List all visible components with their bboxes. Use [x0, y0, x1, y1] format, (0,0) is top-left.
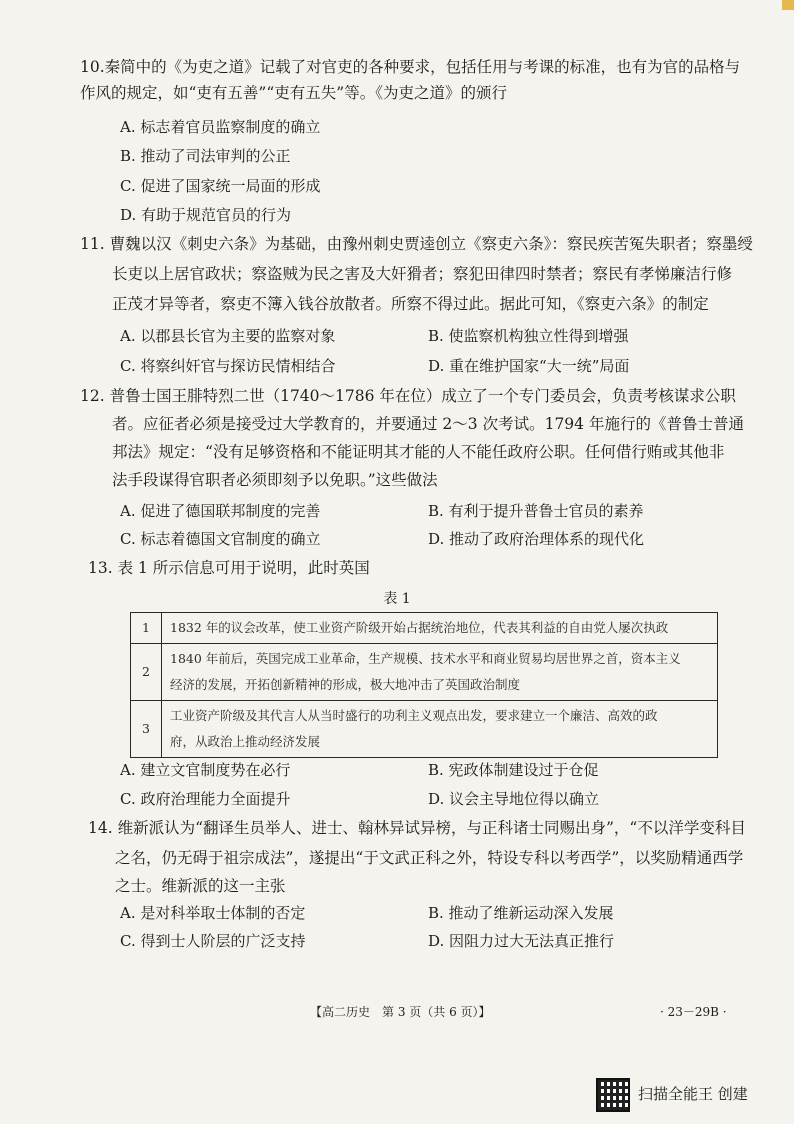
q13-option-b: B. 宪政体制建设过于仓促 — [428, 761, 599, 779]
scanner-watermark: 扫描全能王 创建 — [638, 1085, 748, 1103]
history-table — [130, 612, 718, 758]
q11-stem-line: 正茂才异等者，察吏不簿入钱谷放散者。所察不得过此。据此可知，《察吏六条》的制定 — [112, 295, 709, 313]
q13-option-d: D. 议会主导地位得以确立 — [428, 790, 600, 808]
q10-option-b: B. 推动了司法审判的公正 — [120, 147, 291, 165]
table-text-line: 府，从政治上推动经济发展 — [170, 734, 321, 749]
q12-option-b: B. 有利于提升普鲁士官员的素养 — [428, 502, 644, 520]
q12-stem-line: 12. 普鲁士国王腓特烈二世（1740～1786 年在位）成立了一个专门委员会，负责考核谋求公职 — [80, 387, 736, 405]
q14-option-d: D. 因阻力过大无法真正推行 — [428, 932, 615, 950]
q13-option-a: A. 建立文官制度势在必行 — [120, 761, 291, 779]
q11-option-d: D. 重在维护国家“大一统”局面 — [428, 357, 630, 375]
q11-stem-line: 11. 曹魏以汉《刺史六条》为基础，由豫州刺史贾逵创立《察吏六条》：察民疾苦冤失职者；察墨绶 — [80, 235, 753, 253]
exam-code: · 23－29B · — [660, 1005, 727, 1019]
q12-option-a: A. 促进了德国联邦制度的完善 — [120, 502, 321, 520]
q11-stem-line: 长吏以上居官政状；察盗贼为民之害及大奸猾者；察犯田律四时禁者；察民有孝悌廉洁行修 — [112, 265, 733, 283]
q10-stem-line: 作风的规定，如“吏有五善”“吏有五失”等。《为吏之道》的颁行 — [80, 84, 507, 102]
table-row-text — [162, 701, 718, 758]
table-caption: 表 1 — [383, 591, 411, 607]
page-footer: 【高二历史 第 3 页（共 6 页）】 — [310, 1005, 491, 1019]
q14-stem-line: 之士。维新派的这一主张 — [115, 877, 286, 895]
q10-stem-line: 10.秦简中的《为吏之道》记载了对官吏的各种要求，包括任用与考课的标准，也有为官的品格与 — [80, 58, 741, 76]
q11-option-b: B. 使监察机构独立性得到增强 — [428, 327, 629, 345]
q14-option-b: B. 推动了维新运动深入发展 — [428, 904, 614, 922]
q12-option-d: D. 推动了政府治理体系的现代化 — [428, 530, 645, 548]
q10-option-a: A. 标志着官员监察制度的确立 — [120, 118, 321, 136]
qr-code-icon — [596, 1078, 630, 1112]
q12-stem-line: 邦法》规定：“没有足够资格和不能证明其才能的人不能任政府公职。任何借行贿或其他非 — [112, 443, 725, 461]
q13-option-c: C. 政府治理能力全面提升 — [120, 790, 291, 808]
q10-option-c: C. 促进了国家统一局面的形成 — [120, 177, 321, 195]
q14-stem-line: 之名，仍无碍于祖宗成法”，遂提出“于文武正科之外，特设专科以考西学”，以奖励精通西学 — [115, 849, 744, 867]
q11-option-a: A. 以郡县长官为主要的监察对象 — [120, 327, 336, 345]
table-row-number: 1 — [131, 613, 162, 644]
table-row — [131, 701, 718, 758]
table-text-line: 1832 年的议会改革，使工业资产阶级开始占据统治地位，代表其利益的自由党人屡次执政 — [170, 620, 669, 635]
q12-option-c: C. 标志着德国文官制度的确立 — [120, 530, 321, 548]
table-text-line: 工业资产阶级及其代言人从当时盛行的功利主义观点出发，要求建立一个廉洁、高效的政 — [170, 708, 658, 723]
q14-option-a: A. 是对科举取士体制的否定 — [120, 904, 306, 922]
table-row-number: 3 — [131, 701, 162, 758]
q11-option-c: C. 将察纠奸官与探访民情相结合 — [120, 357, 336, 375]
q14-option-c: C. 得到士人阶层的广泛支持 — [120, 932, 306, 950]
q12-stem-line: 法手段谋得官职者必须即刻予以免职。”这些做法 — [112, 471, 438, 489]
table-row-number: 2 — [131, 644, 162, 701]
table-row — [131, 644, 718, 701]
table-text-line: 1840 年前后，英国完成工业革命，生产规模、技术水平和商业贸易均居世界之首，资本主义 — [170, 651, 681, 666]
q14-stem-line: 14. 维新派认为“翻译生员举人、进士、翰林异试异榜，与正科诸士同赐出身”，“不以洋学变科目 — [88, 819, 746, 837]
q12-stem-line: 者。应征者必须是接受过大学教育的，并要通过 2～3 次考试。1794 年施行的《普鲁士普通 — [112, 415, 744, 433]
q13-stem-line: 13. 表 1 所示信息可用于说明，此时英国 — [88, 559, 370, 577]
table-text-line: 经济的发展，开拓创新精神的形成，极大地冲击了英国政治制度 — [170, 677, 521, 692]
corner-mark — [782, 0, 794, 10]
table-row — [131, 613, 718, 644]
table-row-text — [162, 613, 718, 644]
q10-option-d: D. 有助于规范官员的行为 — [120, 206, 292, 224]
table-row-text — [162, 644, 718, 701]
